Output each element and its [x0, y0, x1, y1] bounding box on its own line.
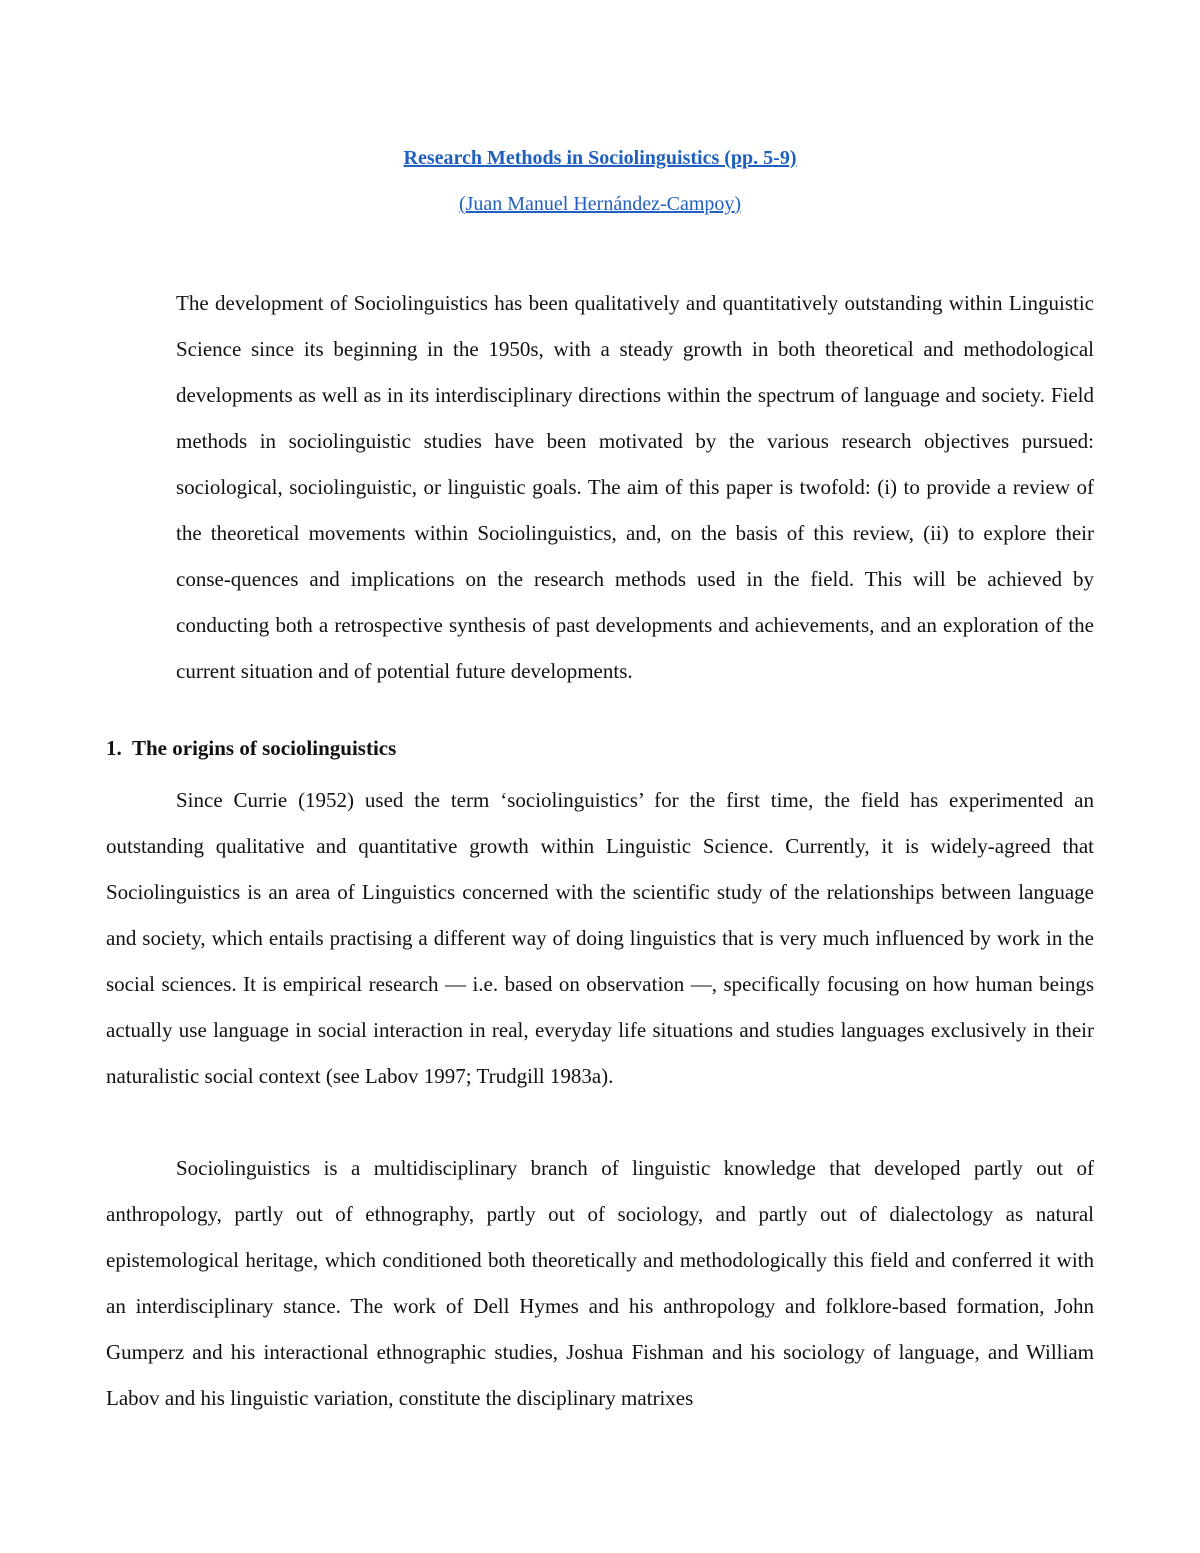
author-link[interactable]: (Juan Manuel Hernández-Campoy)	[458, 193, 742, 215]
document-title-link[interactable]: Research Methods in Sociolinguistics (pp. 5-9)	[403, 147, 797, 169]
section-number: 1.	[106, 736, 122, 760]
body-paragraph: Sociolinguistics is a multidisciplinary branch of linguistic knowledge that developed partly out of anthropology, partly out of ethnography, partly out of sociology, and partly out of dialectology as natural epistemological heritage, which conditioned both theoretically and methodologically this field and conferred it with an interdisciplinary stance. The work of Dell Hymes and his anthropology and folklore-based formation, John Gumperz and his interactional ethnographic studies, Joshua Fishman and his sociology of language, and William Labov and his linguistic variation, constitute the disciplinary matrixes	[106, 1156, 1094, 1410]
body-paragraph: Since Currie (1952) used the term ‘sociolinguistics’ for the first time, the field has experimented an outstanding qualitative and quantitative growth within Linguistic Science. Currently, it is widely-agreed that Sociolinguistics is an area of Linguistics concerned with the scientific study of the relationships between language and society, which entails practising a different way of doing linguistics that is very much influenced by work in the social sciences. It is empirical research — i.e. based on observation —, specifically focusing on how human beings actually use language in social interaction in real, everyday life situations and studies languages exclusively in their naturalistic social context (see Labov 1997; Trudgill 1983a).	[106, 788, 1094, 1088]
abstract-paragraph: The development of Sociolinguistics has been qualitatively and quantitatively outstanding within Linguistic Science since its beginning in the 1950s, with a steady growth in both theoretical and methodological developments as well as in its interdisciplinary directions within the spectrum of language and society. Field methods in sociolinguistic studies have been motivated by the various research objectives pursued: sociological, sociolinguistic, or linguistic goals. The aim of this paper is twofold: (i) to provide a review of the theoretical movements within Sociolinguistics, and, on the basis of this review, (ii) to explore their conse-quences and implications on the research methods used in the field. This will be achieved by conducting both a retrospective synthesis of past developments and achievements, and an exploration of the current situation and of potential future developments.	[176, 291, 1094, 683]
title-line	[0, 143, 1200, 173]
section-heading	[106, 733, 396, 763]
author-line	[0, 189, 1200, 219]
section-title: The origins of sociolinguistics	[132, 736, 397, 760]
